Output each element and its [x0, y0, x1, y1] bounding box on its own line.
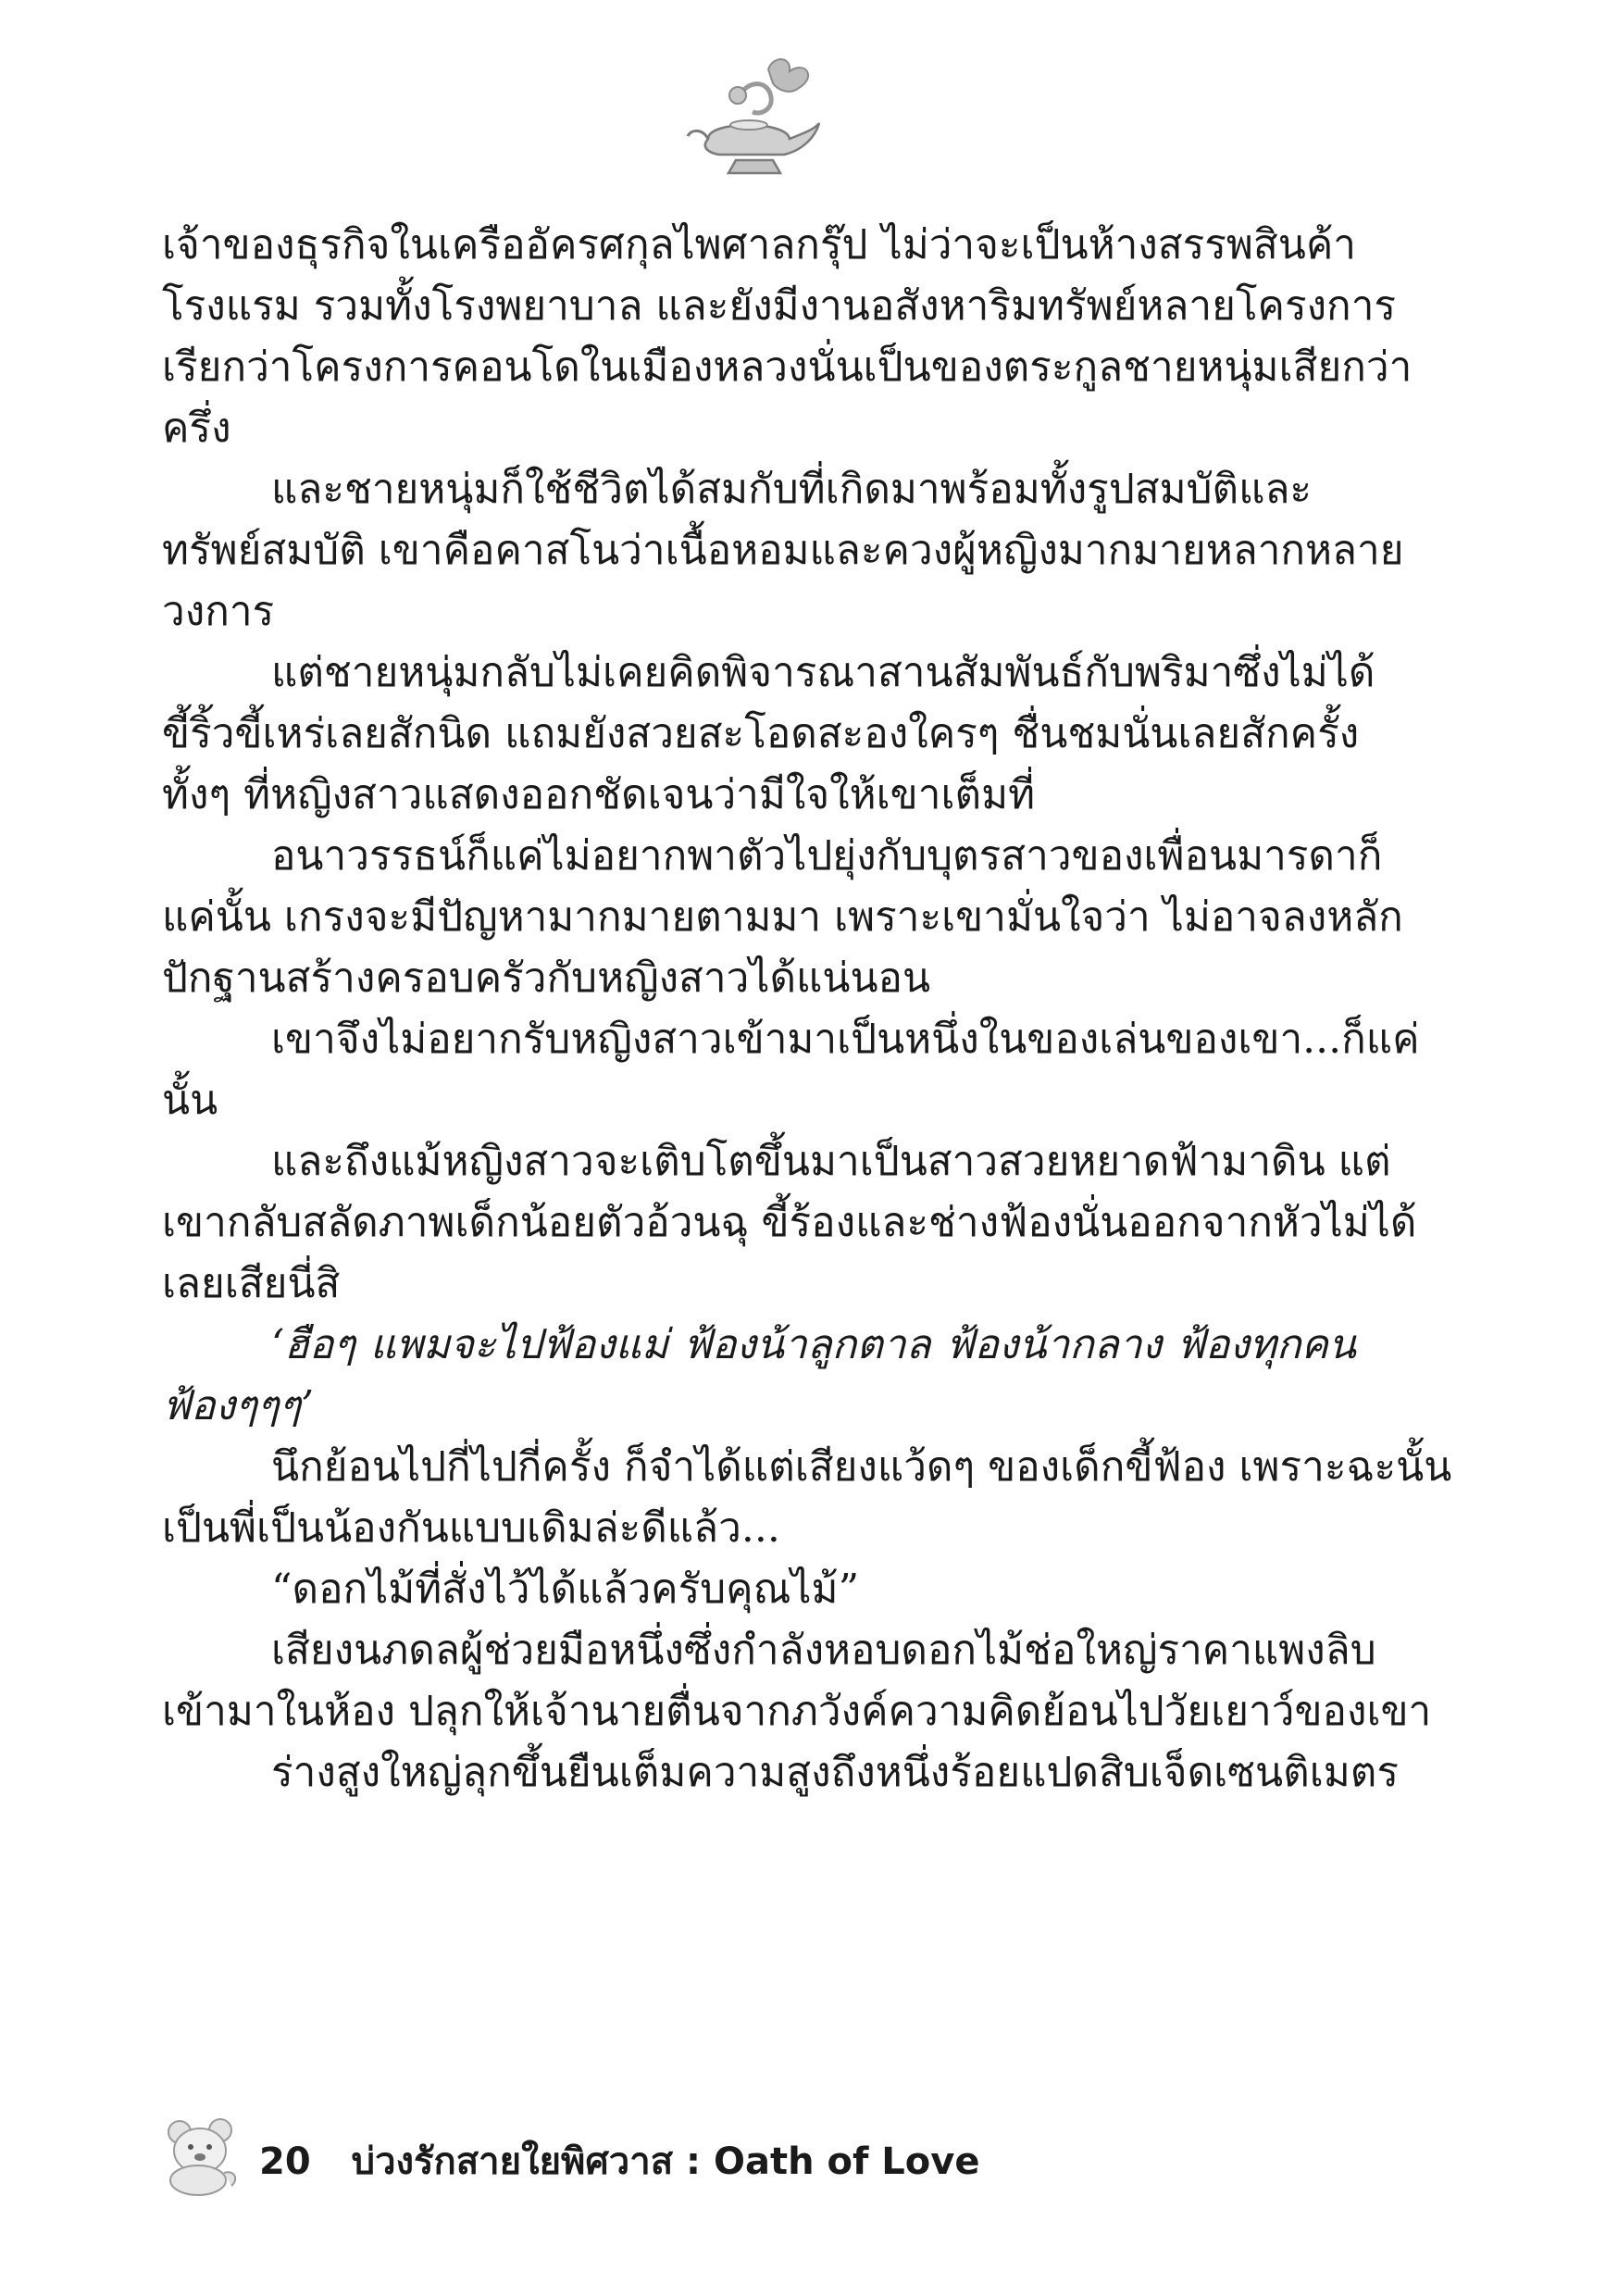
text-line: เสียงนภดลผู้ช่วยมือหนึ่งซึ่งกำลังหอบดอกไม้ช่อใหญ่ราคาแพงลิบ [271, 1627, 1376, 1674]
genie-lamp-icon [680, 51, 824, 190]
text-line: เป็นพี่เป็นน้องกันแบบเดิมล่ะดีแล้ว... [162, 1504, 780, 1552]
text-line: ปักฐานสร้างครอบครัวกับหญิงสาวได้แน่นอน [162, 955, 931, 1002]
text-line: ทรัพย์สมบัติ เขาคือคาสโนว่าเนื้อหอมและควงผู้หญิงมากมายหลากหลาย [162, 527, 1404, 574]
text-line: เรียกว่าโครงการคอนโดในเมืองหลวงนั่นเป็นของตระกูลชายหนุ่มเสียกว่า [162, 343, 1413, 391]
text-line: อนาวรรธน์ก็แค่ไม่อยากพาตัวไปยุ่งกับบุตรสาวของเพื่อนมารดาก็ [271, 832, 1383, 880]
book-title: บ่วงรักสายใยพิศวาส : Oath of Love [351, 2140, 980, 2183]
text-line: โรงแรม รวมทั้งโรงพยาบาล และยังมีงานอสังหาริมทรัพย์หลายโครงการ [162, 282, 1397, 330]
text-line: เขากลับสลัดภาพเด็กน้อยตัวอ้วนฉุ ขี้ร้องและช่างฟ้องนั่นออกจากหัวไม่ได้ [162, 1199, 1417, 1246]
text-line: ขี้ริ้วขี้เหร่เลยสักนิด แถมยังสวยสะโอดสะองใครๆ ชื่นชมนั่นเลยสักครั้ง [162, 710, 1360, 757]
text-line: แต่ชายหนุ่มกลับไม่เคยคิดพิจารณาสานสัมพันธ์กับพริมาซึ่งไม่ได้ [271, 649, 1375, 696]
text-line: เข้ามาในห้อง ปลุกให้เจ้านายตื่นจากภวังค์ความคิดย้อนไปวัยเยาว์ของเขา [162, 1688, 1432, 1735]
text-line: เลยเสียนี่สิ [162, 1260, 341, 1307]
text-line: และถึงแม้หญิงสาวจะเติบโตขึ้นมาเป็นสาวสวยหยาดฟ้ามาดิน แต่ [271, 1138, 1391, 1185]
text-line: ครึ่ง [162, 405, 231, 452]
quote-line: ฟ้องๆๆๆ’ [162, 1382, 314, 1429]
footer-text [259, 2131, 979, 2190]
page-number: 20 [259, 2140, 311, 2183]
text-line: แค่นั้น เกรงจะมีปัญหามากมายตามมา เพราะเขามั่นใจว่า ไม่อาจลงหลัก [162, 893, 1403, 941]
text-line: และชายหนุ่มก็ใช้ชีวิตได้สมกับที่เกิดมาพร้อมทั้งรูปสมบัติและ [271, 466, 1313, 513]
text-line: ร่างสูงใหญ่ลุกขึ้นยืนเต็มความสูงถึงหนึ่งร้อยแปดสิบเจ็ดเซนติเมตร [271, 1749, 1399, 1796]
text-line: นั้น [162, 1077, 218, 1124]
text-line: เขาจึงไม่อยากรับหญิงสาวเข้ามาเป็นหนึ่งในของเล่นของเขา...ก็แค่ [271, 1016, 1420, 1063]
body-text [162, 215, 1452, 1803]
text-line: วงการ [162, 588, 275, 635]
dialogue-line: “ดอกไม้ที่สั่งไว้ได้แล้วครับคุณไม้” [271, 1566, 860, 1613]
text-line: ทั้งๆ ที่หญิงสาวแสดงออกชัดเจนว่ามีใจให้เขาเต็มที่ [162, 771, 1036, 818]
text-line: นึกย้อนไปกี่ไปกี่ครั้ง ก็จำได้แต่เสียงแว้ดๆ ของเด็กขี้ฟ้อง เพราะฉะนั้น [271, 1443, 1452, 1491]
page-footer [159, 2111, 1177, 2203]
text-line: เจ้าของธุรกิจในเครืออัครศกุลไพศาลกรุ๊ป ไม่ว่าจะเป็นห้างสรรพสินค้า [162, 221, 1356, 268]
teddy-bear-icon [159, 2115, 243, 2197]
quote-line: ‘ฮือๆ แพมจะไปฟ้องแม่ ฟ้องน้าลูกตาล ฟ้องน้ากลาง ฟ้องทุกคน [271, 1321, 1356, 1368]
